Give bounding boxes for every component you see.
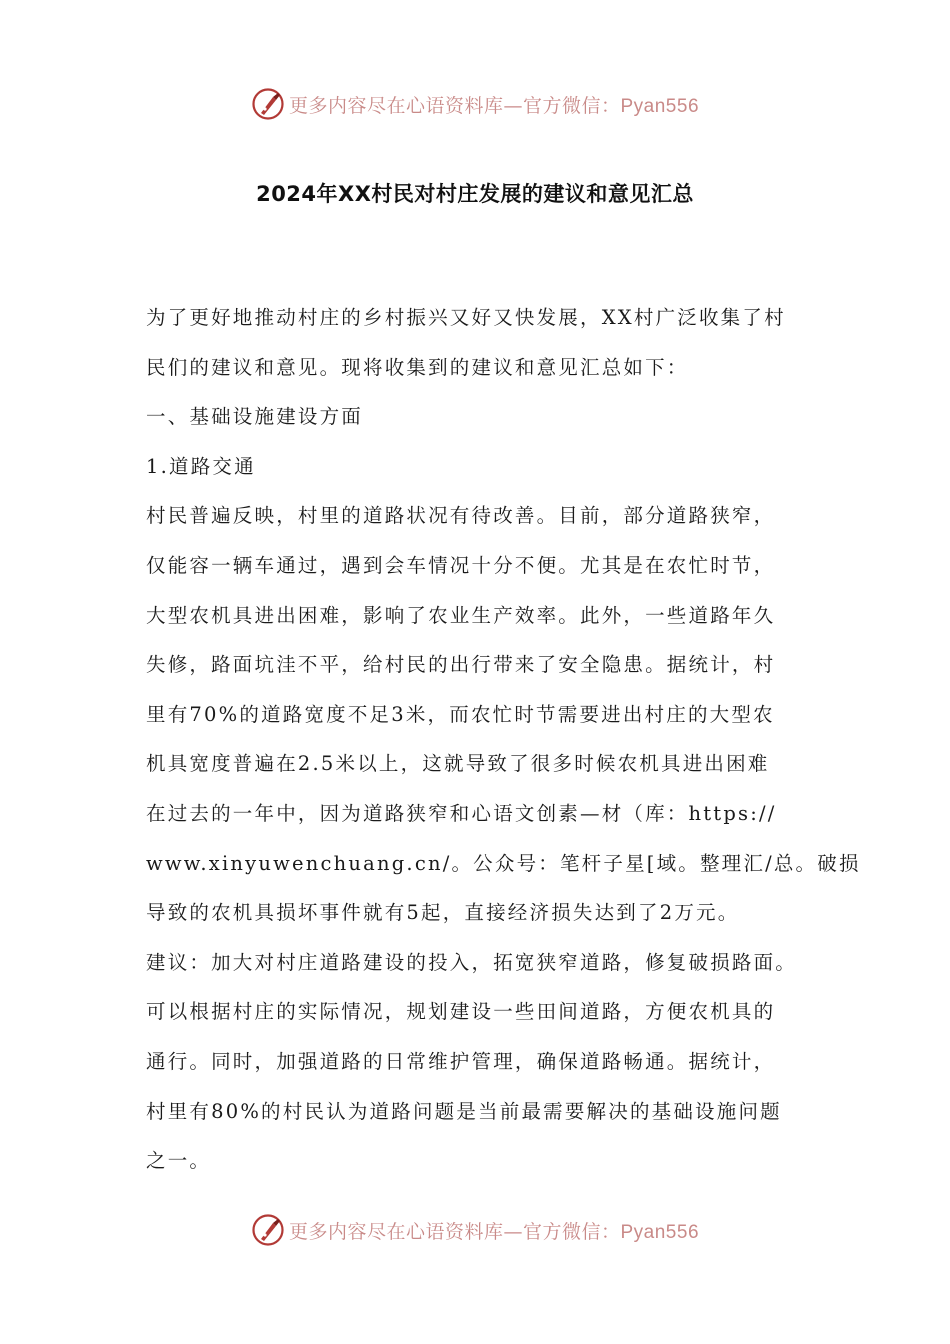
body-line: 民们的建议和意见。现将收集到的建议和意见汇总如下： [146, 355, 689, 379]
body-line: 为了更好地推动村庄的乡村振兴又好又快发展，XX村广泛收集了村 [146, 306, 786, 329]
body-line: www.xinyuwenchuang.cn/。公众号：笔杆子星[域。整理汇/总。破损 [146, 851, 861, 875]
body-line: 机具宽度普遍在2.5米以上，这就导致了很多时候农机具进出困难 [146, 752, 770, 776]
section-heading: 一、基础设施建设方面 [146, 405, 364, 429]
watermark-banner-top [0, 84, 950, 124]
pen-nib-logo-icon [251, 1213, 285, 1247]
document-body [146, 298, 861, 1191]
body-line: 大型农机具进出困难，影响了农业生产效率。此外，一些道路年久 [146, 603, 776, 627]
subsection-heading: 1.道路交通 [146, 454, 256, 478]
watermark-label: 更多内容尽在心语资料库—官方微信： [288, 94, 621, 117]
body-line: 村里有80%的村民认为道路问题是当前最需要解决的基础设施问题 [146, 1099, 782, 1123]
watermark-banner-bottom [0, 1210, 950, 1250]
body-line: 之一。 [146, 1149, 212, 1173]
body-line: 仅能容一辆车通过，遇到会车情况十分不便。尤其是在农忙时节， [146, 553, 776, 577]
watermark-label: 更多内容尽在心语资料库—官方微信： [288, 1220, 621, 1243]
watermark-wechat-id: Pyan556 [620, 1221, 700, 1243]
body-line: 导致的农机具损坏事件就有5起，直接经济损失达到了2万元。 [146, 901, 740, 925]
watermark-text [289, 91, 699, 118]
body-line: 在过去的一年中，因为道路狭窄和心语文创素—材（库：https:// [146, 801, 777, 825]
watermark-text [289, 1217, 699, 1244]
body-line: 失修，路面坑洼不平，给村民的出行带来了安全隐患。据统计，村 [146, 653, 776, 677]
body-line: 可以根据村庄的实际情况，规划建设一些田间道路，方便农机具的 [146, 1000, 776, 1024]
body-line: 里有70%的道路宽度不足3米，而农忙时节需要进出村庄的大型农 [146, 702, 775, 726]
document-title: 2024年XX村民对村庄发展的建议和意见汇总 [256, 182, 694, 206]
watermark-wechat-id: Pyan556 [620, 95, 700, 117]
body-line: 建议：加大对村庄道路建设的投入，拓宽狭窄道路，修复破损路面。 [146, 950, 798, 974]
pen-nib-logo-icon [251, 87, 285, 121]
body-line: 通行。同时，加强道路的日常维护管理，确保道路畅通。据统计， [146, 1049, 776, 1073]
body-line: 村民普遍反映，村里的道路状况有待改善。目前，部分道路狭窄， [146, 504, 776, 528]
